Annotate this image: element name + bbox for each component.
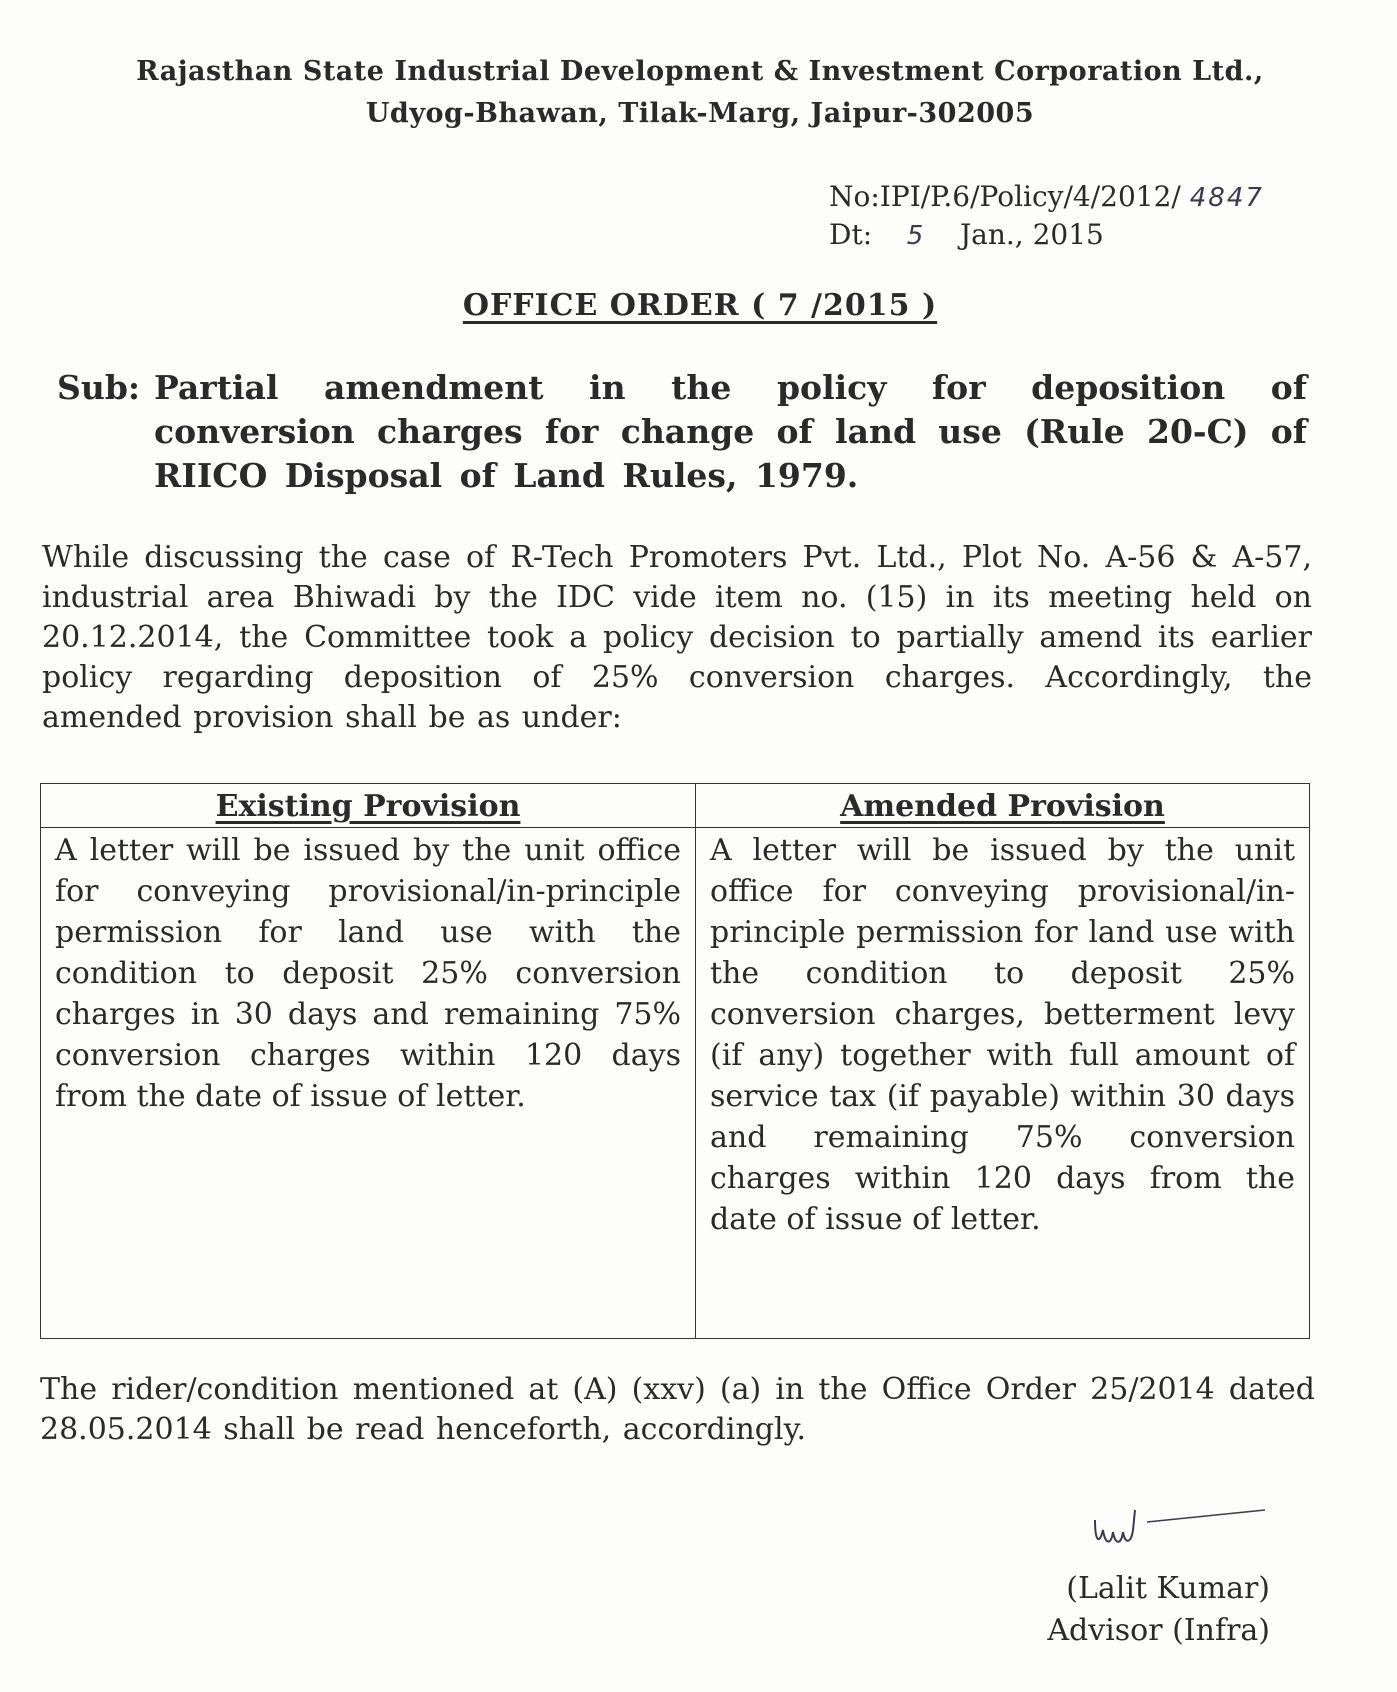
office-order-title: OFFICE ORDER ( 7 /2015 ) [462, 288, 938, 323]
subject-label: Sub: [57, 368, 141, 407]
provisions-table [40, 783, 1310, 1339]
subject-text: Partial amendment in the policy for deposition of conversion charges for change of land use (Rule 20-C) of RIICO Disposal of Land Rules, 1979. [154, 368, 1307, 495]
intro-paragraph: While discussing the case of R-Tech Promoters Pvt. Ltd., Plot No. A-56 & A-57, industrial area Bhiwadi by the IDC vide item no. (15) in its meeting held on 20.12.2014, the Committee took a policy decision to partially amend its earlier policy regarding deposition of 25% conversion charges. Accordingly, the amended provision shall be as under: [42, 540, 1312, 735]
letterhead-org-name: Rajasthan State Industrial Development & Investment Corporation Ltd., [136, 56, 1264, 87]
signature-block [1000, 1500, 1310, 1650]
reference-number-label: No:IPI/P.6/Policy/4/2012/ [829, 180, 1181, 213]
table-row [41, 828, 1310, 1339]
reference-date-handwritten-day: 5 [906, 221, 926, 251]
table-header-row [41, 784, 1310, 828]
reference-number-handwritten: 4847 [1189, 183, 1264, 213]
handwritten-signature [1085, 1500, 1265, 1560]
letterhead-address: Udyog-Bhawan, Tilak-Marg, Jaipur-302005 [365, 98, 1035, 129]
existing-provision-cell: A letter will be issued by the unit office for conveying provisional/in-principle permission for land use with the condition to deposit 25% conversion charges in 30 days and remaining 75% conversion charges within 120 days from the date of issue of letter. [41, 828, 696, 1339]
reference-date-rest: Jan., 2015 [959, 218, 1104, 251]
reference-date-label: Dt: [829, 218, 873, 251]
reference-number [829, 178, 1264, 217]
signatory-name: (Lalit Kumar) [1066, 1571, 1270, 1606]
subject-block [57, 366, 1307, 498]
header-existing-provision: Existing Provision [41, 784, 696, 828]
reference-date [829, 216, 1104, 255]
amended-provision-cell: A letter will be issued by the unit office for conveying provisional/in-principle permission for land use with the condition to deposit 25% conversion charges, betterment levy (if any) together with full amount of service tax (if payable) within 30 days and remaining 75% conversion charges within 120 days from the date of issue of letter. [696, 828, 1310, 1339]
header-amended-provision: Amended Provision [696, 784, 1310, 828]
signatory-designation: Advisor (Infra) [1047, 1613, 1270, 1648]
closing-paragraph: The rider/condition mentioned at (A) (xxv) (a) in the Office Order 25/2014 dated 28.05.2014 shall be read henceforth, accordingly. [40, 1372, 1315, 1447]
